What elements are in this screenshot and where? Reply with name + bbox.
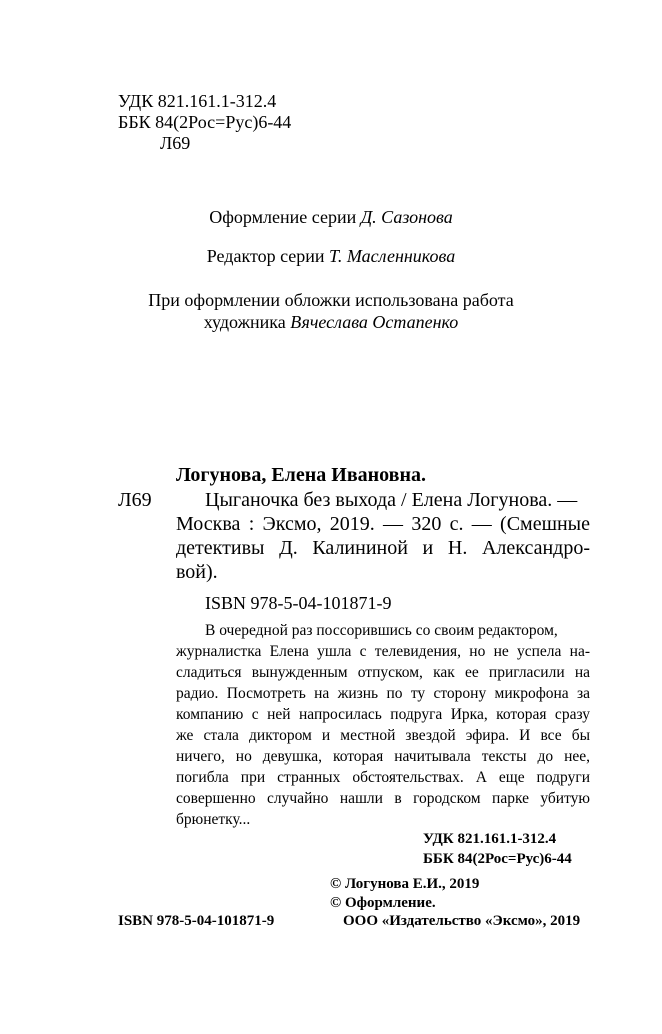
annotation-line-5: компанию с ней напросилась подруга Ирка, которая сразу — [176, 706, 590, 723]
annotation-line-7: ничего, но девушка, которая начитывала тексты до нее, — [176, 748, 590, 765]
series-editor-label: Редактор серии — [206, 246, 330, 266]
series-design-label: Оформление серии — [209, 207, 361, 227]
isbn-bottom: ISBN 978-5-04-101871-9 — [118, 913, 275, 929]
series-editor-credit — [0, 245, 662, 267]
annotation-line-9: совершенно случайно нашли в городском парке убитую — [176, 790, 590, 807]
bib-line-4: вой). — [176, 561, 218, 583]
annotation-line-3: сладиться вынужденным отпуском, как ее пригласили на — [176, 664, 590, 681]
series-designer-name: Д. Сазонова — [360, 207, 453, 227]
copyright-publisher: ООО «Издательство «Эксмо», 2019 — [343, 913, 581, 929]
udk-bottom: УДК 821.161.1-312.4 — [423, 831, 557, 847]
cover-artist-name: Вячеслава Остапенко — [290, 312, 459, 332]
annotation-line-4: радио. Посмотреть на жизнь по ту сторону микрофона за — [176, 685, 590, 702]
author-code-top: Л69 — [160, 133, 191, 153]
bib-line-1: Цыганочка без выхода / Елена Логунова. — — [205, 489, 578, 511]
annotation-line-1: В очередной раз поссорившись со своим редактором, — [205, 622, 558, 639]
bib-line-2: Москва : Эксмо, 2019. — 320 с. — (Смешные — [176, 513, 590, 535]
annotation-line-6: же стала диктором и местной звездой эфира. И все бы — [176, 727, 590, 744]
copyright-design: © Оформление. — [330, 895, 436, 911]
bib-author-code: Л69 — [118, 489, 152, 511]
cover-artist-label: художника — [203, 312, 291, 332]
bbk-top: ББК 84(2Рос=Рус)6-44 — [118, 112, 292, 132]
annotation-line-2: журналистка Елена ушла с телевидения, но не успела на- — [176, 643, 590, 660]
cover-credit-line2 — [0, 311, 662, 333]
annotation-line-8: погибла при странных обстоятельствах. А еще подруги — [176, 769, 590, 786]
bib-isbn: ISBN 978-5-04-101871-9 — [205, 593, 392, 613]
bib-line-3: детективы Д. Калининой и Н. Александро- — [176, 537, 590, 559]
cover-credit-line1: При оформлении обложки использована работа — [148, 290, 514, 310]
bbk-bottom: ББК 84(2Рос=Рус)6-44 — [423, 851, 572, 867]
udk-top: УДК 821.161.1-312.4 — [118, 91, 277, 111]
bib-author: Логунова, Елена Ивановна. — [176, 464, 426, 486]
copyright-author: © Логунова Е.И., 2019 — [330, 876, 480, 892]
series-editor-name: Т. Масленникова — [329, 246, 456, 266]
annotation-line-10: брюнетку... — [176, 811, 251, 828]
series-design-credit — [0, 206, 662, 228]
